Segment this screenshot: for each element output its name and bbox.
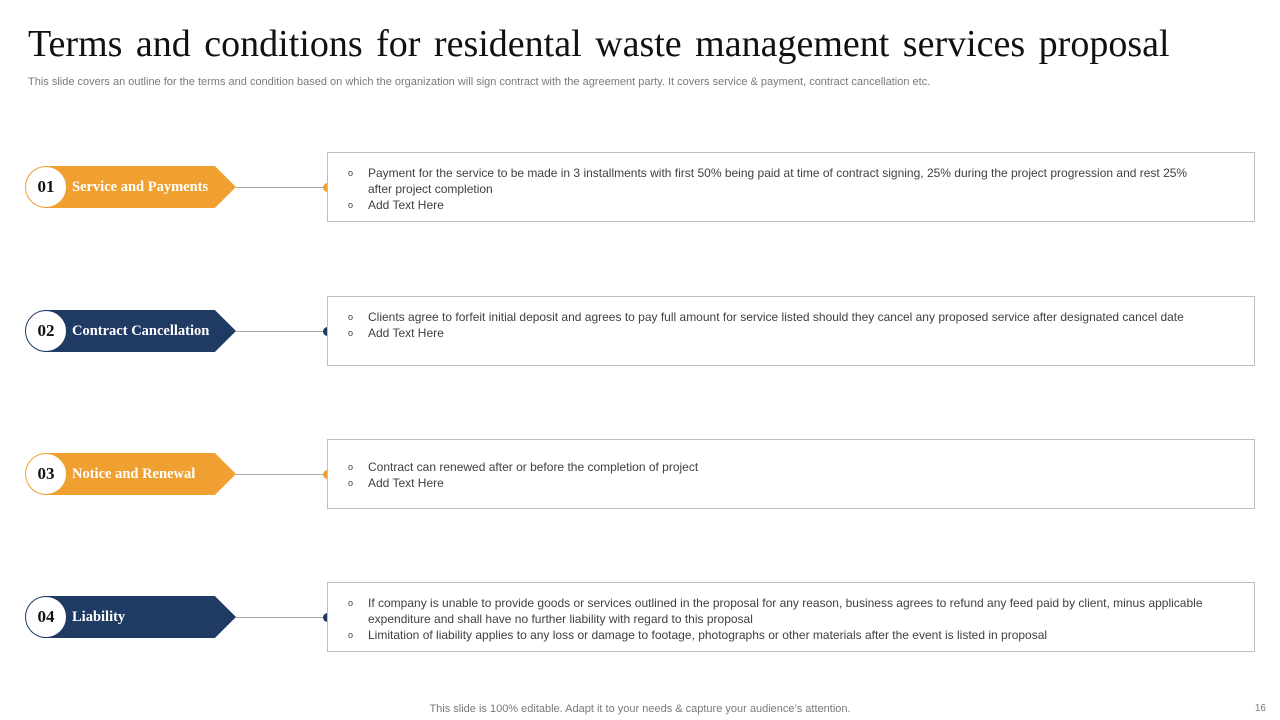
hollow-circle-bullet-icon: o [348,200,354,210]
list-item [348,309,1214,325]
hollow-circle-bullet-icon: o [348,328,354,338]
term-number-badge: 04 [25,596,67,638]
page-number: 16 [1254,703,1266,714]
term-bullet-list [348,459,1214,491]
bullet-text: Add Text Here [368,326,444,340]
term-label: Liability [72,609,126,625]
hollow-circle-bullet-icon: o [348,598,354,608]
list-item [348,325,1214,341]
list-item [348,197,1214,213]
term-details-box [327,439,1255,509]
term-row-notice-and-renewal [0,439,1280,511]
hollow-circle-bullet-icon: o [348,312,354,322]
term-label: Contract Cancellation [72,323,210,339]
term-details-box [327,152,1255,222]
connector-line [236,617,328,618]
term-details-box [327,582,1255,652]
list-item [348,475,1214,491]
term-row-contract-cancellation [0,296,1280,368]
connector-line [236,474,328,475]
slide-subtitle: This slide covers an outline for the terms and condition based on which the organization will sign contract with the agreement party. It covers service & payment, contract cancellation etc. [28,76,931,88]
bullet-text: Payment for the service to be made in 3 installments with first 50% being paid at time of contract signing, 25% during the project progression and rest 25% after project completion [368,166,1188,196]
term-row-liability [0,582,1280,654]
term-number-badge: 03 [25,453,67,495]
bullet-text: Add Text Here [368,198,444,212]
connector-line [236,331,328,332]
term-details-box [327,296,1255,366]
list-item [348,627,1214,643]
slide-title: Terms and conditions for residental waste management services proposal [28,23,1170,65]
list-item [348,595,1214,627]
term-label: Notice and Renewal [72,466,196,482]
term-bullet-list [348,595,1214,643]
term-row-service-and-payments [0,152,1280,224]
list-item [348,165,1214,197]
hollow-circle-bullet-icon: o [348,168,354,178]
hollow-circle-bullet-icon: o [348,462,354,472]
hollow-circle-bullet-icon: o [348,478,354,488]
term-number-badge: 02 [25,310,67,352]
bullet-text: Clients agree to forfeit initial deposit and agrees to pay full amount for service listed should they cancel any proposed service after designated cancel date [368,310,1184,324]
footer-note: This slide is 100% editable. Adapt it to your needs & capture your audience’s attention. [429,703,851,715]
term-label: Service and Payments [72,179,209,195]
list-item [348,459,1214,475]
term-number-badge: 01 [25,166,67,208]
connector-line [236,187,328,188]
term-bullet-list [348,309,1214,341]
bullet-text: Add Text Here [368,476,444,490]
term-bullet-list [348,165,1214,213]
hollow-circle-bullet-icon: o [348,630,354,640]
bullet-text: Contract can renewed after or before the completion of project [368,460,699,474]
bullet-text: Limitation of liability applies to any loss or damage to footage, photographs or other materials after the event is listed in proposal [368,628,1048,642]
bullet-text: If company is unable to provide goods or services outlined in the proposal for any reason, business agrees to refund any feed paid by client, minus applicable expenditure and shall have no further liability with regard to this proposal [368,596,1203,626]
